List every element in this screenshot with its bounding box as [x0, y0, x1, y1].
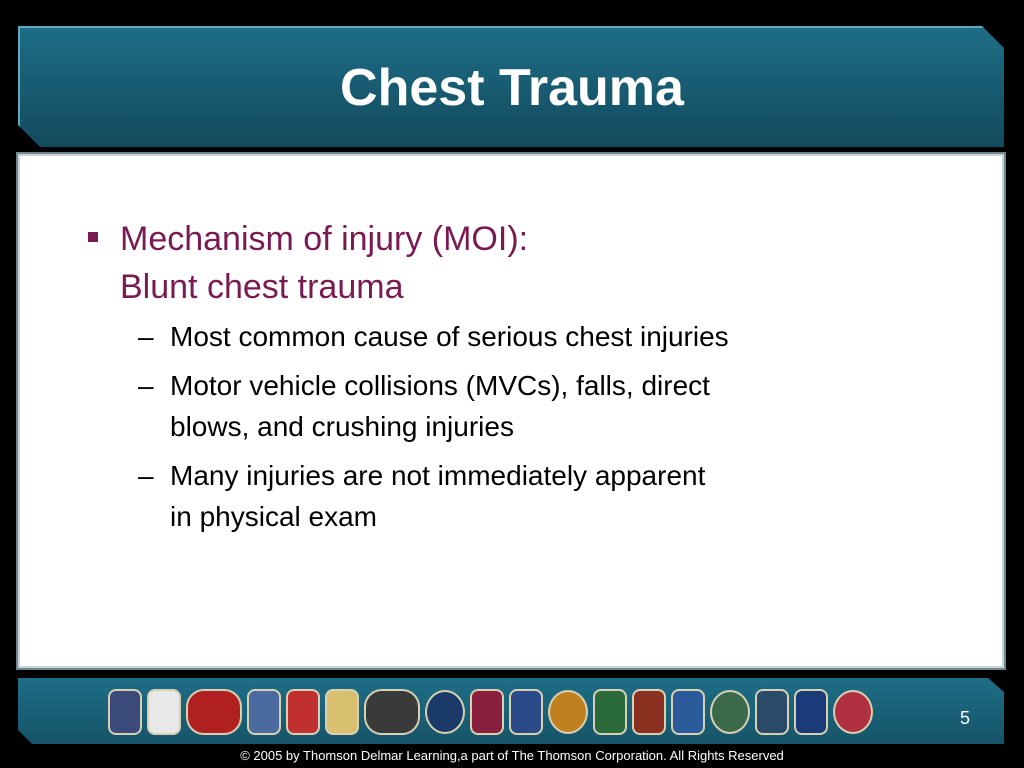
ems-patch-4-icon [247, 689, 281, 735]
sub-bullet [138, 316, 858, 357]
sub-bullet-line1: Most common cause of serious chest injuries [170, 321, 729, 352]
dash-bullet-icon: – [138, 460, 154, 491]
sub-bullet-line1: Many injuries are not immediately apparent [170, 460, 706, 491]
sub-bullet-line2: in physical exam [170, 501, 377, 532]
square-bullet-icon [88, 232, 98, 242]
ems-patch-16-icon [755, 689, 789, 735]
main-bullet-text [120, 215, 528, 311]
ems-patch-11-icon [548, 690, 588, 734]
ems-patch-6-icon [325, 689, 359, 735]
ems-patch-1-icon [108, 689, 142, 735]
sub-bullet [138, 365, 858, 447]
boston-patch-icon [425, 690, 465, 734]
dash-bullet-icon: – [138, 321, 154, 352]
ems-patch-13-icon [632, 689, 666, 735]
ems-patch-9-icon [470, 689, 504, 735]
ems-patch-18-icon [833, 690, 873, 734]
main-bullet-line2: Blunt chest trauma [120, 268, 404, 306]
ems-patch-7-icon [364, 689, 420, 735]
dash-bullet-icon: – [138, 370, 154, 401]
ems-patch-2-icon [147, 689, 181, 735]
main-bullet [88, 215, 848, 311]
page-number: 5 [960, 708, 971, 728]
sub-bullet [138, 455, 858, 537]
ems-patch-14-icon [671, 689, 705, 735]
main-bullet-line1: Mechanism of injury (MOI): [120, 220, 529, 258]
ems-logo-strip [108, 686, 873, 738]
ems-patch-17-icon [794, 689, 828, 735]
ems-patch-5-icon [286, 689, 320, 735]
fire-rescue-patch-icon [186, 689, 242, 735]
ems-patch-12-icon [593, 689, 627, 735]
slide-title: Chest Trauma [340, 59, 684, 117]
copyright-notice: © 2005 by Thomson Delmar Learning,a part of The Thomson Corporation. All Rights Reserved [240, 748, 784, 763]
mountain-patch-icon [509, 689, 543, 735]
ems-patch-15-icon [710, 690, 750, 734]
sub-bullet-line1: Motor vehicle collisions (MVCs), falls, direct [170, 370, 710, 401]
sub-bullet-line2: blows, and crushing injuries [170, 411, 514, 442]
